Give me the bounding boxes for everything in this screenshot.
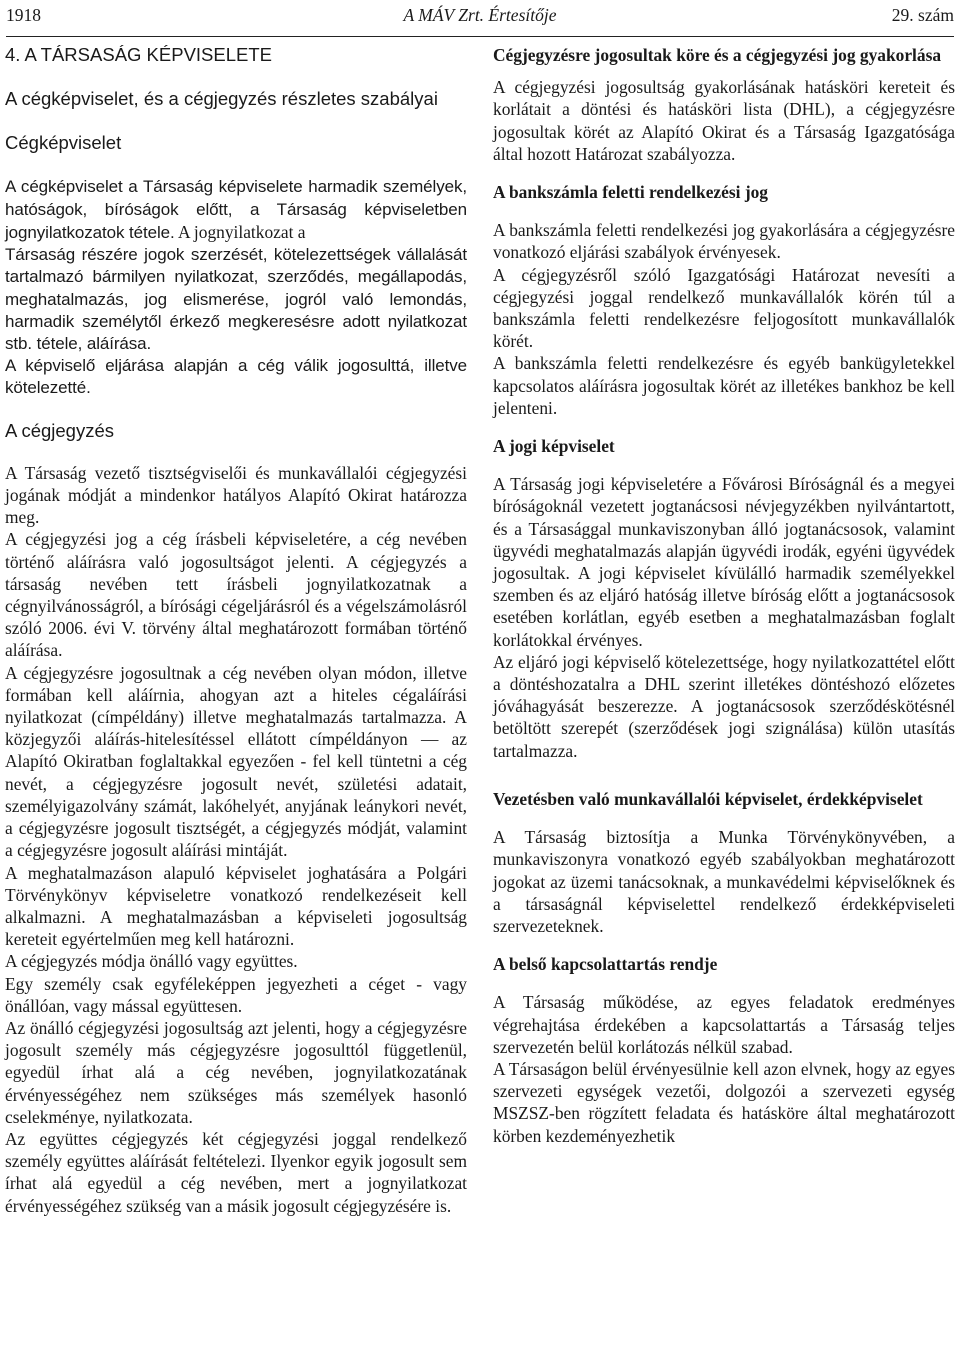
paragraph bbox=[5, 175, 467, 245]
heading-cegjegyzes: A cégjegyzés bbox=[5, 419, 115, 441]
paragraph: Egy személy csak egyféleképpen jegyezheti a céget - vagy önállóan, vagy mással együttesen. bbox=[5, 973, 467, 1016]
paragraph: A Társaság jogi képviseletére a Fővárosi Bíróságnál és a megyei bíróságoknál vezetett jogtanácsosi névjegyzékben nyilvántartott, és a Társasággal munkaviszonyban álló jogtanácsosok, valamint ügyvédi meghatalmazás alapján ügyvédi irodák, egyéni ügyvédek jogosultak. A jogi képviselet kívülálló harmadik személyekkel szemben és az eljáró hatóság illetve bíróság előtt a jogtanácsosok esetében korlátlan, egyéb esetben a meghatalmazásban foglalt korlátokkal érvényes. bbox=[493, 474, 955, 650]
paragraph: Az eljáró jogi képviselő kötelezettsége, hogy nyilatkozattétel előtt a döntéshozatalra a DHL szerint illetékes döntéshozó előzetes jóváhagyását beszerezze. A jogtanácsosok szerződéskötésnél betöltött szerepét (szerződések jogi szignálása) külön utasítás tartalmazza. bbox=[493, 651, 955, 761]
right-column bbox=[493, 44, 955, 1147]
header-rule bbox=[6, 36, 954, 37]
paragraph: A Társaság biztosítja a Munka Törvénykönyvében, a munkaviszonyra vonatkozó egyéb szabályokban meghatározott jogokat az üzemi tanácsoknak, a munkavédelmi képviselőknek és a társaságnál képviselettel rendelkező érdekképviseleti szervezeteknek. bbox=[493, 827, 955, 936]
page-number: 1918 bbox=[6, 5, 41, 25]
paragraph: A képviselő eljárása alapján a cég válik jogosulttá, illetve kötelezetté. bbox=[5, 356, 467, 398]
section-subtitle: A cégképviselet, és a cégjegyzés részletes szabályai bbox=[5, 88, 438, 110]
paragraph: A cégjegyzés módja önálló vagy együttes. bbox=[5, 951, 298, 972]
paragraph-text: A cégképviselet a Társaság képviselete harmadik személyek, hatóságok, bíróságok előtt, a Társaság képviseletben jognyilatkozatok tétele. bbox=[5, 176, 467, 243]
paragraph: Az együttes cégjegyzés két cégjegyzési joggal rendelkező személy együttes aláírását feltételezi. Ilyenkor egyik jogosult sem írhat alá egyedül a cég nevében, mert a jognyilatkozat érvényességéhez szükség van a másik jogosult cégjegyzésére is. bbox=[5, 1128, 467, 1216]
issue-number: 29. szám bbox=[891, 5, 954, 25]
paragraph: Az önálló cégjegyzési jogosultság azt jelenti, hogy a cégjegyzésre jogosult személy más cégjegyzésre jogosulttól függetlenül, egyedül írhat alá a cég nevében, jognyilatkozatának érvényességéhez nem szükséges más személyek hasonló cselekménye, nyilatkozata. bbox=[5, 1017, 467, 1127]
paragraph: A meghatalmazáson alapuló képviselet joghatására a Polgári Törvénykönyv képviseletre vonatkozó rendelkezéseit kell alkalmazni. A meghatalmazásban a képviseleti jogosultság kereteit egyértelműen meg kell határozni. bbox=[5, 862, 467, 950]
heading-cegjegyzesre-jogosultak: Cégjegyzésre jogosultak köre és a cégjegyzési jog gyakorlása bbox=[493, 45, 942, 65]
left-column bbox=[5, 44, 467, 1217]
paragraph: A bankszámla feletti rendelkezési jog gyakorlására a cégjegyzésre vonatkozó eljárási szabályok érvényesek. bbox=[493, 220, 955, 263]
paragraph: A Társaságon belül érvényesülnie kell azon elvnek, hogy az egyes szervezeti egységek vezetői, dolgozói a szervezeti egység MSZSZ-ben rögzített feladata és hatásköre által meghatározott körben kezdeményezhetik bbox=[493, 1058, 955, 1146]
paragraph: Társaság részére jogok szerzését, kötelezettségek vállalását tartalmazó bármilyen nyilatkozat, szerződés, megállapodás, meghatalmazás, jog elismerése, jogról való lemondás, harmadik személytől érkező megkeresésre adott nyilatkozat stb. tétele, aláírása. bbox=[5, 245, 467, 354]
heading-bankszamla: A bankszámla feletti rendelkezési jog bbox=[493, 182, 768, 203]
paragraph: A cégjegyzésről szóló Igazgatósági Határozat nevesíti a cégjegyzési joggal rendelkező munkavállalók körén túl a bankszámla feletti rendelkezésre feljogosított munkavállalók körét. bbox=[493, 264, 955, 352]
heading-munkavallaloi-kepviselet: Vezetésben való munkavállalói képviselet, érdekképviselet bbox=[493, 788, 923, 809]
paragraph: A cégjegyzési jog a cég írásbeli képviseletére, a cég nevében történő aláírásra való jogosultságot jelenti. A cégjegyzés a társaság nevében tett írásbeli jognyilatkozatnak a cégnyilvánosságról, a bírósági cégeljárásról és a végelszámolásról szóló 2006. évi V. törvény által meghatározott formában történő aláírása. bbox=[5, 529, 467, 661]
heading-cegkepviselet: Cégképviselet bbox=[5, 132, 122, 154]
paragraph: A Társaság működése, az egyes feladatok eredményes végrehajtása érdekében a kapcsolattartás a Társaság teljes szervezetén belül korlátozás nélkül szabad. bbox=[493, 992, 955, 1057]
paragraph: A cégjegyzési jogosultság gyakorlásának hatásköri kereteit és korlátait a döntési és hatásköri lista (DHL), a cégjegyzésre jogosultak körét az Alapító Okirat és a Társaság Igazgatósága által hozott Határozat szabályozza. bbox=[493, 77, 955, 164]
paragraph-text: A jognyilatkozat a bbox=[177, 222, 306, 243]
heading-belso-kapcsolattartas: A belső kapcsolattartás rendje bbox=[493, 954, 718, 975]
page-header bbox=[6, 3, 954, 29]
section-title: 4. A TÁRSASÁG KÉPVISELETE bbox=[5, 44, 273, 65]
journal-title: A MÁV Zrt. Értesítője bbox=[403, 5, 557, 25]
paragraph: A bankszámla feletti rendelkezésre és egyéb bankügyletekkel kapcsolatos aláírásra jogosultak körét az illetékes bankhoz be kell jelenteni. bbox=[493, 353, 955, 418]
paragraph: A Társaság vezető tisztségviselői és munkavállalói cégjegyzési jogának módját a mindenkor hatályos Alapító Okirat határozza meg. bbox=[5, 462, 467, 528]
heading-jogi-kepviselet: A jogi képviselet bbox=[493, 436, 615, 457]
paragraph: A cégjegyzésre jogosultnak a cég nevében olyan módon, illetve formában kell aláírnia, ahogyan azt a hiteles cégaláírási nyilatkozat (címpéldány) illetve meghatalmazás tartalmazza. A közjegyzői aláírás-hitelesítéssel ellátott címpéldányon — az Alapító Okiratban foglaltakkal egyezően - fel kell tüntetni a cég nevét, a cégjegyzésre jogosult nevét, születési adatait, személyigazolvány számát, lakóhelyét, anyjának leánykori nevét, a cégjegyzésre jogosult tisztségét, a cégjegyzés módját, valamint a cégjegyzésre jogosult aláírási mintáját. bbox=[5, 662, 467, 861]
